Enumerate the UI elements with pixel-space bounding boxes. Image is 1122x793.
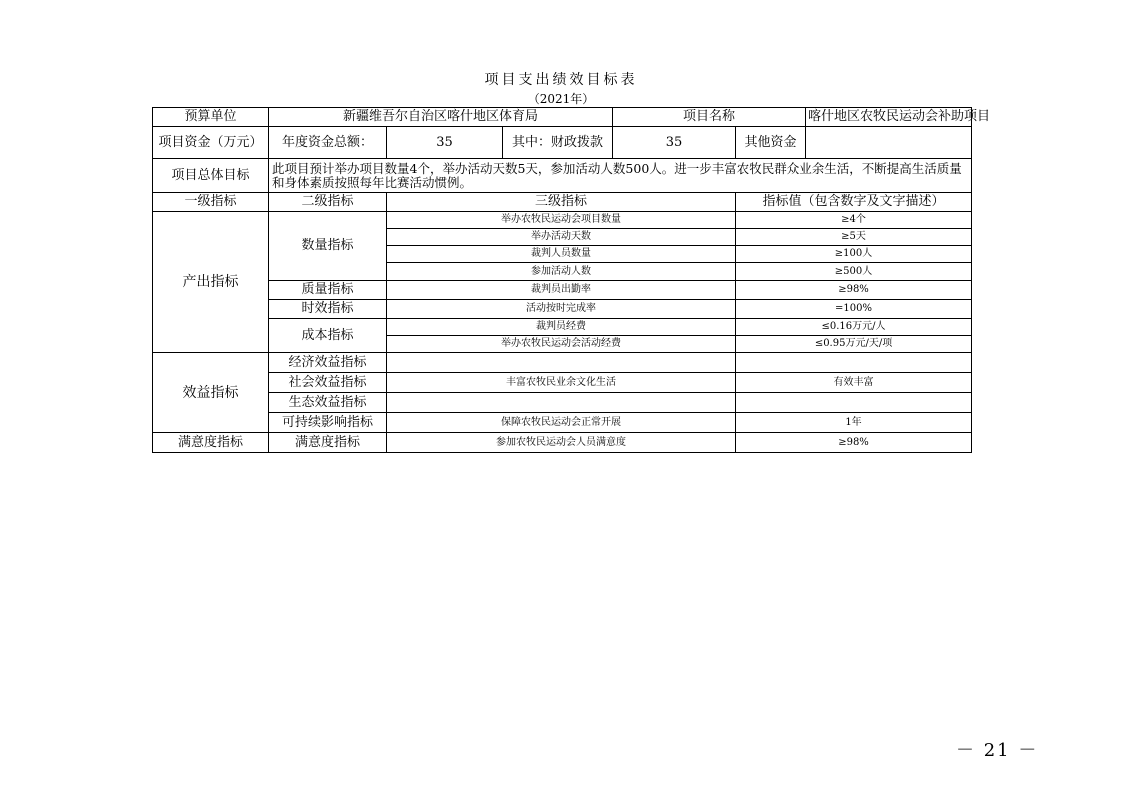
- subcategory-quantity: 数量指标: [269, 212, 387, 281]
- col-level3: 三级指标: [387, 193, 736, 212]
- funds-label: 项目资金（万元）: [153, 127, 269, 159]
- table-row: [153, 393, 972, 413]
- column-header-row: [153, 193, 972, 212]
- category-benefit: 效益指标: [153, 353, 269, 433]
- indicator-value: [736, 393, 972, 413]
- indicator-value: ≥98%: [736, 281, 972, 300]
- indicator-value: ≤0.95万元/天/项: [736, 336, 972, 353]
- indicator-value: ≥100人: [736, 246, 972, 263]
- fiscal-funds-label: 其中：财政拨款: [503, 127, 613, 159]
- indicator: 举办活动天数: [387, 229, 736, 246]
- subcategory-economic: 经济效益指标: [269, 353, 387, 373]
- project-name-label: 项目名称: [613, 108, 806, 127]
- subcategory-satisfaction: 满意度指标: [269, 433, 387, 453]
- goal-text: 此项目预计举办项目数量4个，举办活动天数5天，参加活动人数500人。进一步丰富农牧民群众业余生活，不断提高生活质量和身体素质按照每年比赛活动惯例。: [269, 159, 972, 193]
- budget-unit-value: 新疆维吾尔自治区喀什地区体育局: [269, 108, 613, 127]
- annual-total-label: 年度资金总额：: [269, 127, 387, 159]
- table-row: [153, 433, 972, 453]
- category-satisfaction: 满意度指标: [153, 433, 269, 453]
- annual-total-value: 35: [387, 127, 503, 159]
- indicator-value: 有效丰富: [736, 373, 972, 393]
- col-value: 指标值（包含数字及文字描述）: [736, 193, 972, 212]
- fiscal-funds-value: 35: [613, 127, 736, 159]
- indicator: 裁判员经费: [387, 319, 736, 336]
- indicator: [387, 353, 736, 373]
- indicator: 裁判员出勤率: [387, 281, 736, 300]
- table-year: （2021年）: [527, 92, 595, 106]
- subcategory-sustainable: 可持续影响指标: [269, 413, 387, 433]
- table-title: 项目支出绩效目标表: [484, 72, 638, 88]
- indicator: 举办农牧民运动会活动经费: [387, 336, 736, 353]
- subcategory-cost: 成本指标: [269, 319, 387, 353]
- indicator-value: ≥98%: [736, 433, 972, 453]
- header-row: [153, 108, 972, 127]
- subcategory-ecological: 生态效益指标: [269, 393, 387, 413]
- project-name-value: 喀什地区农牧民运动会补助项目: [806, 108, 972, 127]
- indicator: 保障农牧民运动会正常开展: [387, 413, 736, 433]
- subcategory-social: 社会效益指标: [269, 373, 387, 393]
- indicator: 活动按时完成率: [387, 300, 736, 319]
- table-row: [153, 281, 972, 300]
- budget-unit-label: 预算单位: [153, 108, 269, 127]
- col-level1: 一级指标: [153, 193, 269, 212]
- goal-row: [153, 159, 972, 193]
- indicator: 举办农牧民运动会项目数量: [387, 212, 736, 229]
- indicator-value: ≥500人: [736, 263, 972, 281]
- indicator: 参加活动人数: [387, 263, 736, 281]
- indicator-value: =100%: [736, 300, 972, 319]
- other-funds-value: [806, 127, 972, 159]
- indicator-value: [736, 353, 972, 373]
- subcategory-timeliness: 时效指标: [269, 300, 387, 319]
- goal-label: 项目总体目标: [153, 159, 269, 193]
- indicator: 参加农牧民运动会人员满意度: [387, 433, 736, 453]
- performance-target-table: [152, 107, 991, 453]
- indicator-value: ≥5天: [736, 229, 972, 246]
- table-row: [153, 212, 972, 229]
- table-row: [153, 319, 972, 336]
- indicator: [387, 393, 736, 413]
- page-number: － 21 －: [956, 740, 1039, 761]
- table-row: [153, 373, 972, 393]
- indicator-value: ≥4个: [736, 212, 972, 229]
- other-funds-label: 其他资金: [736, 127, 806, 159]
- indicator: 裁判人员数量: [387, 246, 736, 263]
- table-row: [153, 353, 972, 373]
- funds-row: [153, 127, 972, 159]
- table-row: [153, 413, 972, 433]
- table-row: [153, 300, 972, 319]
- indicator: 丰富农牧民业余文化生活: [387, 373, 736, 393]
- col-level2: 二级指标: [269, 193, 387, 212]
- category-output: 产出指标: [153, 212, 269, 353]
- indicator-value: 1年: [736, 413, 972, 433]
- subcategory-quality: 质量指标: [269, 281, 387, 300]
- indicator-value: ≤0.16万元/人: [736, 319, 972, 336]
